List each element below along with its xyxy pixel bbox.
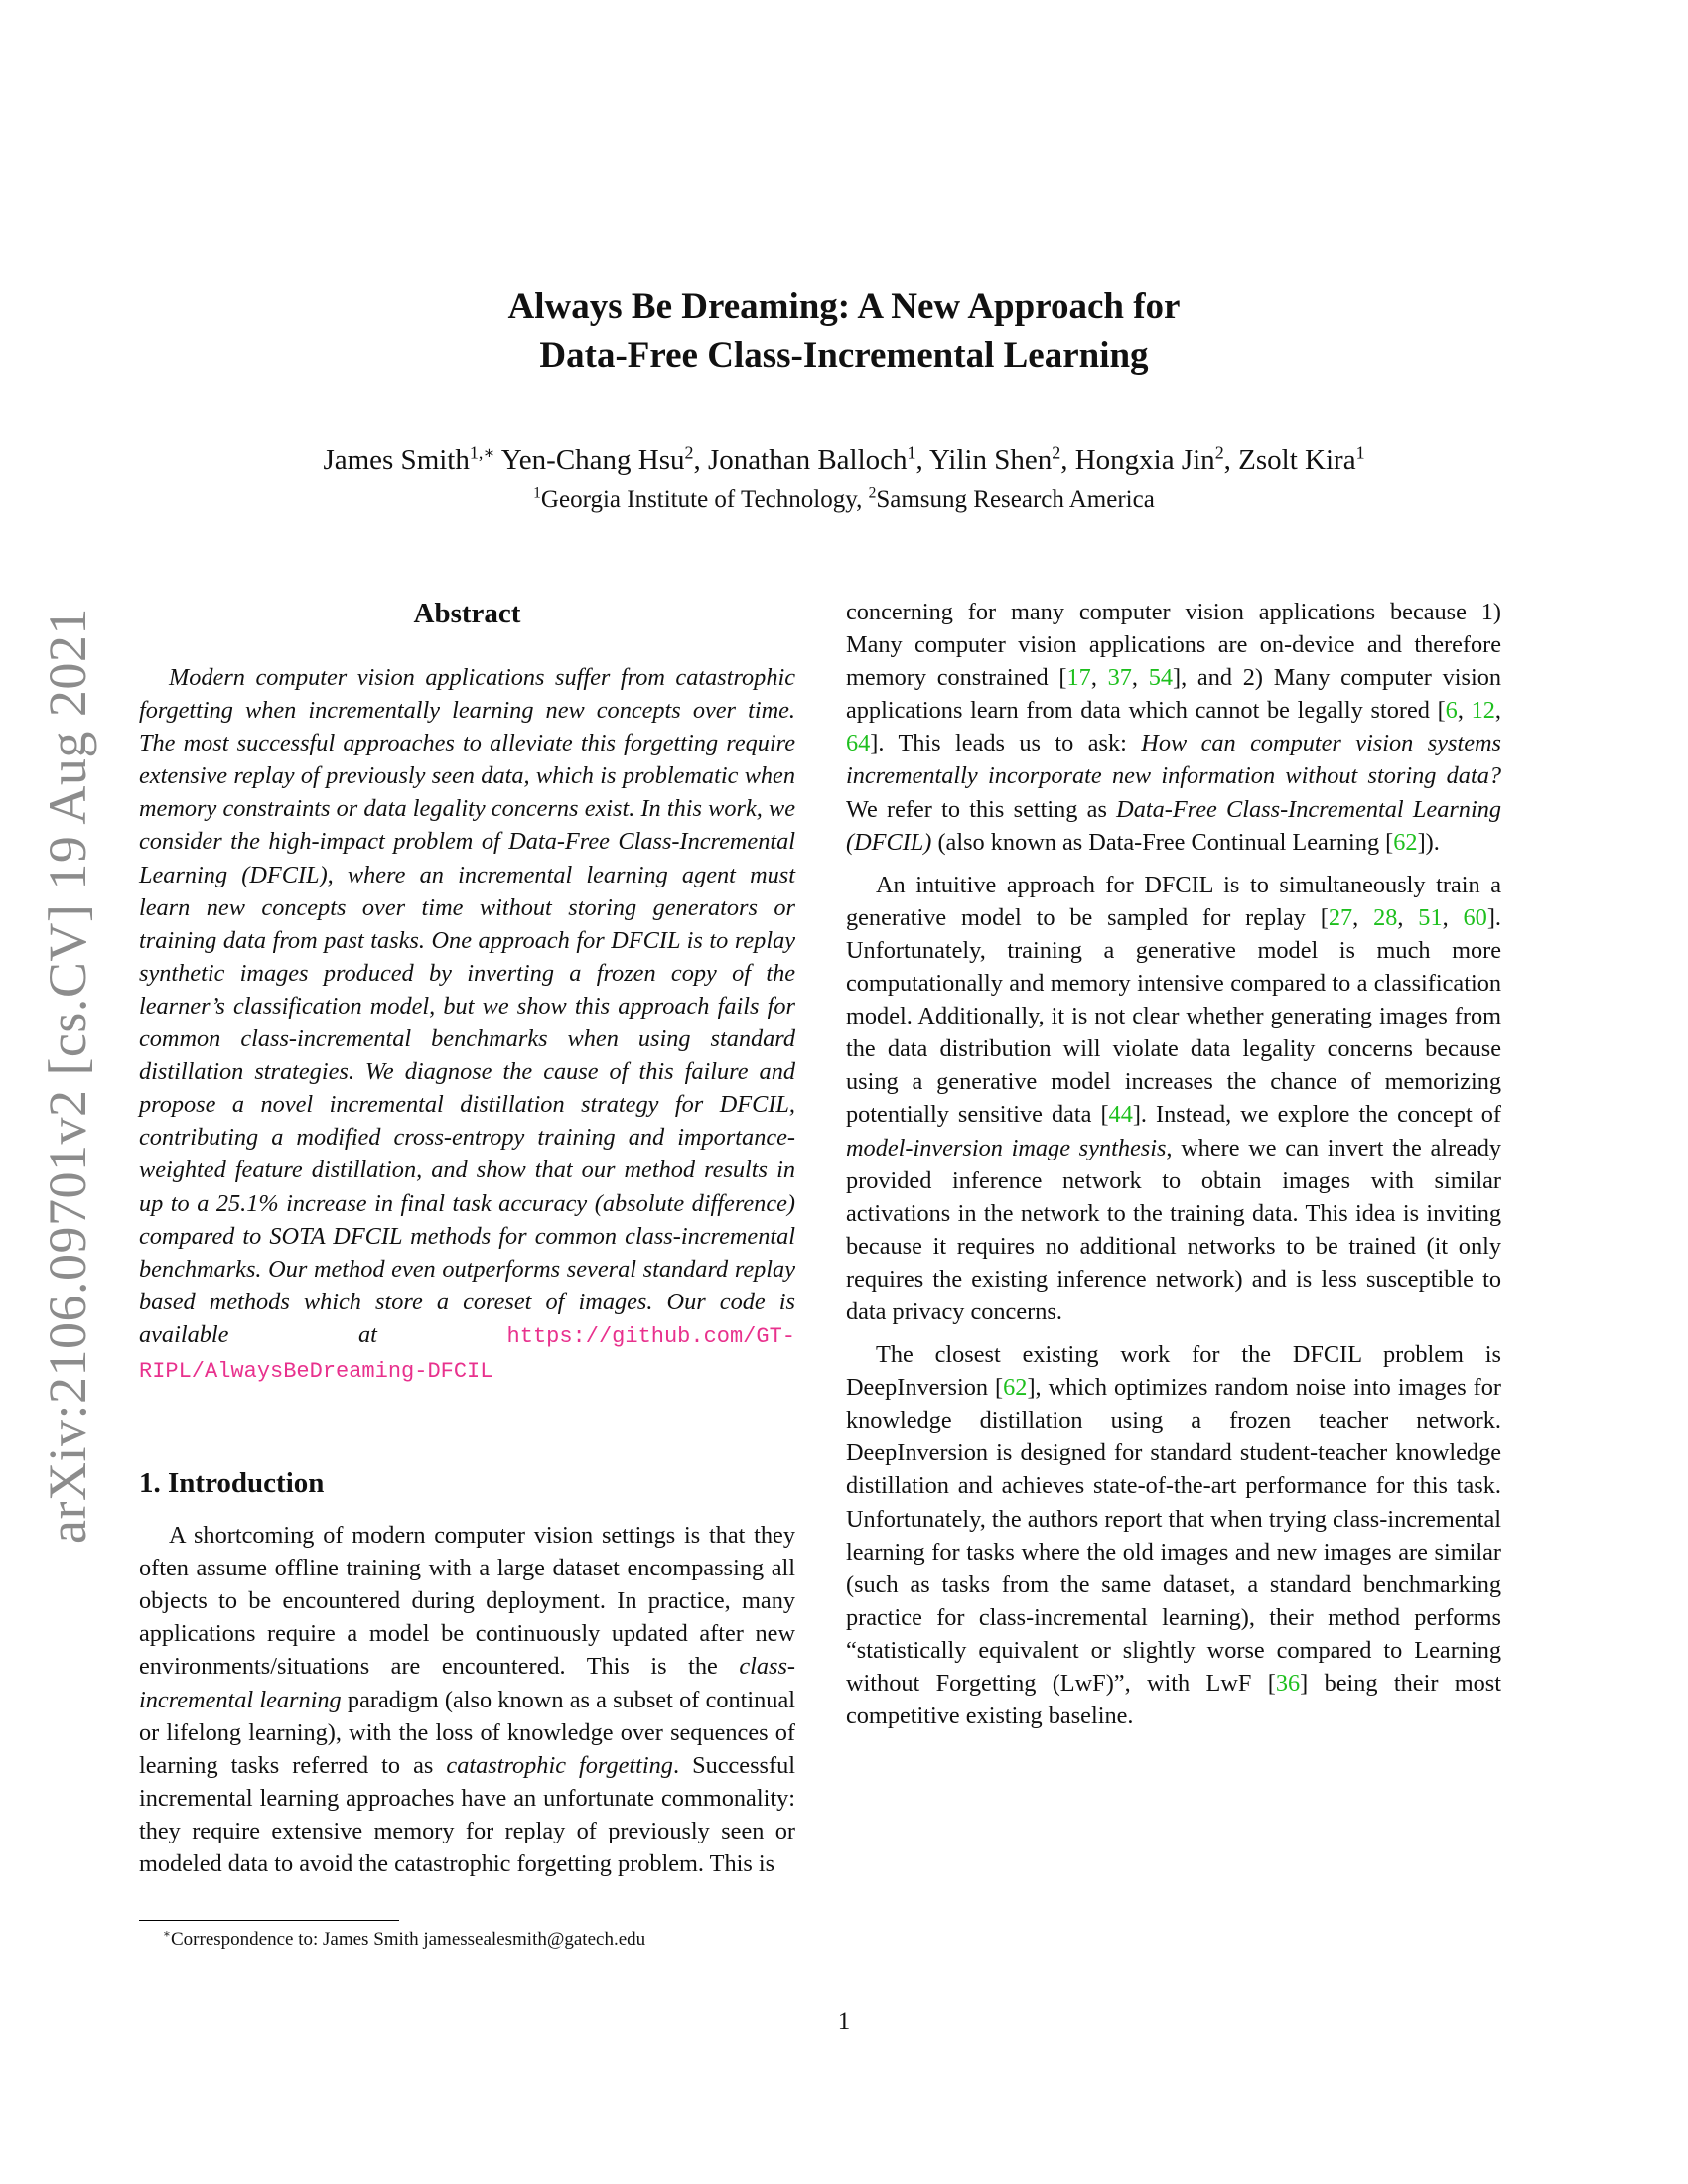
text-run: An intuitive approach for DFCIL is to simultaneously train a generative model to be sampled for replay [	[846, 871, 1501, 931]
introduction-heading: 1. Introduction	[139, 1467, 325, 1500]
author-affiliation-mark: 1	[1355, 442, 1365, 463]
emphasis: catastrophic forgetting	[446, 1751, 673, 1779]
author-name: Zsolt Kira	[1238, 444, 1356, 476]
intro-paragraph-2: An intuitive approach for DFCIL is to simultaneously train a generative model to be sampled for replay [27, 28, 51, 60]. Unfortunately, training a generative model is much more computationally and memory intensive compared to a classification model. Additionally, it is not clear whether generating images from the data distribution will violate data legality concerns because using a generative model increases the chance of memorizing potentially sensitive data [44]. Instead, we explore the concept of model-inversion image synthesis, where we can invert the already provided inference network to obtain images with similar activations in the network to the training data. This idea is inviting because it requires no additional networks to be trained (it only requires the existing inference network) and is less susceptible to data privacy concerns.	[846, 871, 1501, 1325]
code-url-link[interactable]: https://github.com/GT-RIPL/AlwaysBeDreaming-DFCIL	[139, 1323, 795, 1384]
citation-link[interactable]: 62	[1003, 1374, 1028, 1402]
emphasis: model-inversion image synthesis	[846, 1134, 1167, 1161]
citation-link[interactable]: 12	[1471, 697, 1495, 725]
text-run: (also known as Data-Free Continual Learning [	[931, 828, 1394, 856]
author-name: Hongxia Jin	[1074, 444, 1215, 476]
citation-link[interactable]: 51	[1418, 903, 1443, 931]
author-list: James Smith$^{1,∗}$ Yen-Chang Hsu$^2$, Jonathan Balloch$^1$, Yilin Shen$^2$, Hongxia Jin$^2$, Zsolt Kira$^1$	[323, 442, 1365, 476]
author-name: James Smith	[323, 444, 470, 476]
paper-title	[298, 282, 1390, 381]
citation-link[interactable]: 6	[1445, 697, 1458, 725]
intro-paragraph-1-continued: concerning for many computer vision applications because 1) Many computer vision applications are on-device and therefore memory constrained [17, 37, 54], and 2) Many computer vision applications learn from data which cannot be legally stored [6, 12, 64]. This leads us to ask: How can computer vision systems incrementally incorporate new information without storing data? We refer to this setting as Data-Free Class-Incremental Learning (DFCIL) (also known as Data-Free Continual Learning [62]).	[846, 599, 1502, 856]
author-affiliation-mark: 1	[907, 442, 916, 463]
citation-link[interactable]: 62	[1393, 828, 1418, 856]
footnote-text: Correspondence to: James Smith jamessealesmith@gatech.edu	[171, 1929, 646, 1950]
citation-link[interactable]: 54	[1148, 664, 1174, 692]
affiliation-samsung: Samsung Research America	[876, 486, 1155, 513]
author-name: Yilin Shen	[928, 444, 1053, 476]
text-run: concerning for many computer vision applications because 1) Many computer vision applications are on-device and therefore memory constrained [	[846, 599, 1501, 692]
citation-link[interactable]: 28	[1373, 903, 1398, 931]
citation-link[interactable]: 17	[1066, 664, 1091, 692]
text-run: ] being their most competitive existing baseline.	[846, 1670, 1501, 1730]
left-column	[139, 596, 795, 1890]
citation-link[interactable]: 44	[1108, 1101, 1133, 1129]
text-run: ], which optimizes random noise into images for knowledge distillation using a frozen teacher network. DeepInversion is designed for standard student-teacher knowledge distillation and achieves state-of-the-art performance for this task. Unfortunately, the authors report that when trying class-incremental learning for tasks where the old images and new images are similar (such as tasks from the same dataset, a standard benchmarking practice for class-incremental learning), their method performs “statistically equivalent or slightly worse compared to Learning without Forgetting (LwF)”, with LwF [	[846, 1374, 1501, 1697]
text-run: A shortcoming of modern computer vision settings is that they often assume offline training with a large dataset encompassing all objects to be encountered during deployment. In practice, many applications require a model be continuously updated after new environments/situations are encountered. This is the	[139, 1522, 795, 1681]
title-line-2: Data-Free Class-Incremental Learning	[539, 336, 1149, 376]
emphasis: How can computer vision systems incrementally incorporate new information without storing data?	[846, 730, 1501, 790]
text-run: We refer to this setting as	[846, 795, 1117, 823]
affiliation-mark: 1	[533, 484, 541, 502]
abstract-body: Modern computer vision applications suffer from catastrophic forgetting when incrementally learning new concepts over time. The most successful approaches to alleviate this forgetting require extensive replay of previously seen data, which is problematic when memory constraints or data legality concerns exist. In this work, we consider the high-impact problem of Data-Free Class-Incremental Learning (DFCIL), where an incremental learning agent must learn new concepts over time without storing generators or training data from past tasks. One approach for DFCIL is to replay synthetic images produced by inverting a frozen copy of the learner’s classification model, but we show this approach fails for common class-incremental benchmarks when using standard distillation strategies. We diagnose the cause of this failure and propose a novel incremental distillation strategy for DFCIL, contributing a modified cross-entropy training and importance-weighted feature distillation, and show that our method results in up to a 25.1% increase in final task accuracy (absolute difference) compared to SOTA DFCIL methods for common class-incremental benchmarks. Our method even outperforms several standard replay based methods which store a coreset of images. Our code is available at	[139, 664, 795, 1348]
abstract-heading: Abstract	[413, 598, 521, 629]
abstract-text	[139, 661, 795, 1388]
page-number: 1	[837, 2008, 851, 2035]
citation-link[interactable]: 27	[1328, 903, 1353, 931]
author-affiliation-mark: 2	[1052, 442, 1061, 463]
intro-paragraph-1	[139, 1519, 795, 1880]
right-column	[846, 596, 1501, 1742]
affiliation-mark: 2	[868, 484, 877, 502]
text-run: ]).	[1417, 828, 1440, 856]
emphasis: Data-Free Class-Incremental Learning (DFCIL)	[846, 795, 1501, 856]
author-affiliation-mark: 2	[1214, 442, 1224, 463]
author-name: Yen-Chang Hsu	[500, 444, 685, 476]
arxiv-identifier: arXiv:2106.09701v2 [cs.CV] 19 Aug 2021	[38, 608, 97, 1544]
footnote-rule	[139, 1920, 399, 1921]
text-run: . Successful incremental learning approaches have an unfortunate commonality: they require extensive memory for replay of previously seen or modeled data to avoid the catastrophic forgetting problem. This is	[139, 1751, 795, 1877]
text-run: ]. This leads us to ask:	[870, 730, 1142, 757]
text-run: paradigm (also known as a subset of continual or lifelong learning), with the loss of knowledge over sequences of learning tasks referred to as	[139, 1686, 795, 1779]
text-run: The closest existing work for the DFCIL problem is DeepInversion [	[846, 1341, 1501, 1402]
citation-link[interactable]: 60	[1463, 903, 1487, 931]
author-affiliation-mark: 2	[684, 442, 694, 463]
citation-link[interactable]: 64	[846, 730, 871, 757]
text-run: , where we can invert the already provided inference network to obtain images with similar activations in the network to the training data. This idea is inviting because it requires no additional networks to be trained (it only requires the existing inference network) and is less susceptible to data privacy concerns.	[846, 1134, 1501, 1325]
affiliations	[149, 484, 1539, 516]
citation-link[interactable]: 37	[1107, 664, 1132, 692]
text-run: ]. Instead, we explore the concept of	[1132, 1101, 1501, 1129]
author-affiliation-mark: 1,∗	[469, 442, 495, 463]
emphasis: class-incremental learning	[139, 1653, 795, 1713]
footnote-mark: ∗	[163, 1927, 171, 1941]
footnote	[139, 1928, 834, 1952]
text-run: ]. Unfortunately, training a generative model is much more computationally and memory intensive compared to a classification model. Additionally, it is not clear whether generating images from the data distribution will violate data legality concerns because using a generative model increases the chance of memorizing potentially sensitive data [	[846, 903, 1501, 1129]
citation-link[interactable]: 36	[1275, 1670, 1301, 1697]
intro-paragraph-3	[846, 1338, 1501, 1732]
text-run: ], and 2) Many computer vision applications learn from data which cannot be legally stored [	[846, 664, 1502, 725]
title-line-1: Always Be Dreaming: A New Approach for	[507, 286, 1181, 327]
author-name: Jonathan Balloch	[708, 444, 908, 476]
affiliation-georgia-tech: Georgia Institute of Technology,	[540, 486, 869, 513]
